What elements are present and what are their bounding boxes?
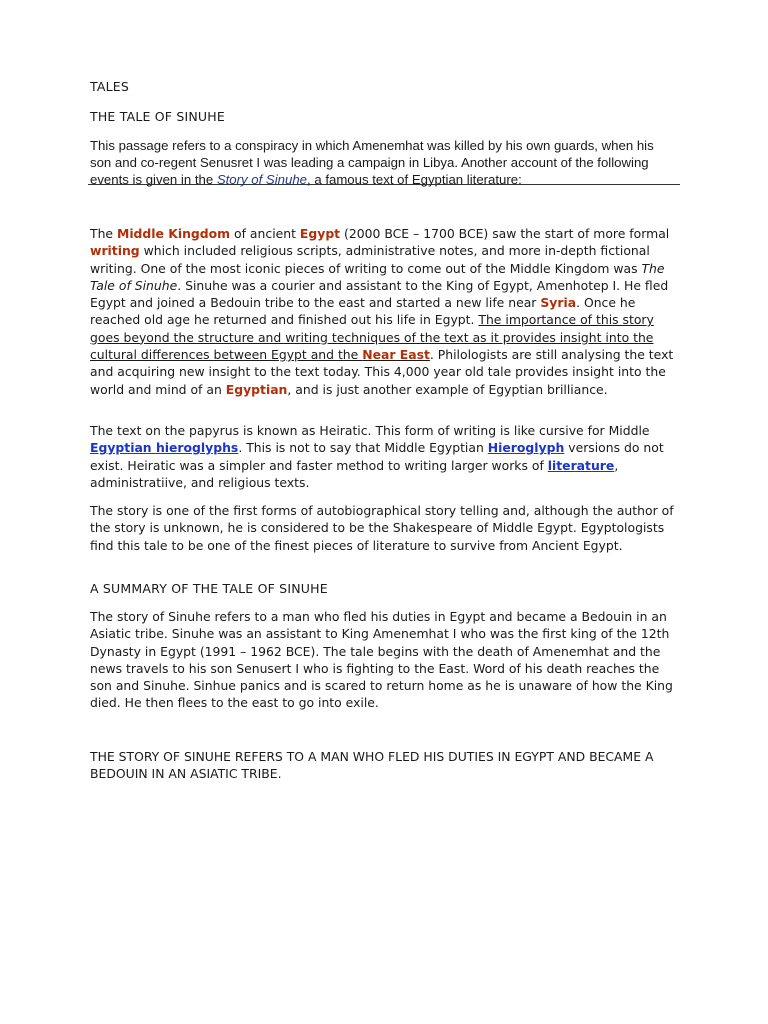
p1-text: . Philologists are still analysing the text and acquiring new insight to the text today. This 4,000 year old tale provides insight into the world and mind of an xyxy=(90,347,674,397)
p1-text: , and is just another example of Egyptian brilliance. xyxy=(287,381,608,397)
p2-text: . This is not to say that Middle Egyptian xyxy=(238,440,488,456)
intro-text-before: This passage refers to a conspiracy in which Amenemhat was killed by his own guards, when his son and co-regent Senusret I was leading a campaign in Libya. Another account of the following events is given in the xyxy=(90,138,654,187)
link-egyptian-hieroglyphs[interactable]: Egyptian hieroglyphs xyxy=(90,440,239,456)
horizontal-rule xyxy=(88,184,680,185)
p1-text: . Sinuhe was a courier and assistant to the King of Egypt, Amenhotep I. He fled Egypt and joined a Bedouin tribe to the east and started a new life near xyxy=(90,277,669,311)
p1-text: . Once he reached old age he returned and finished out his life in Egypt. xyxy=(90,295,636,328)
paragraph-heiratic xyxy=(90,422,680,491)
intro-paragraph xyxy=(90,137,675,188)
paragraph-autobiographical: The story is one of the first forms of autobiographical story telling and, although the author of the story is unknown, he is considered to be the Shakespeare of Middle Egypt. Egyptologists find this tale to be one of the finest pieces of literature to survive from Ancient Egypt. xyxy=(90,503,674,553)
p1-text: The xyxy=(90,226,117,241)
p1-text: (2000 BCE – 1700 BCE) saw the start of more formal xyxy=(340,226,670,241)
p2-text: , administratiive, and religious texts. xyxy=(90,457,619,490)
heading-title: THE TALE OF SINUHE xyxy=(90,109,225,124)
keyword-writing[interactable]: writing xyxy=(90,243,140,259)
link-literature[interactable]: literature xyxy=(547,457,615,473)
paragraph-uppercase-summary: THE STORY OF SINUHE REFERS TO A MAN WHO FLED HIS DUTIES IN EGYPT AND BECAME A BEDOUIN IN AN ASIATIC TRIBE. xyxy=(90,749,654,782)
p2-text: versions do not exist. Heiratic was a simpler and faster method to writing larger works of xyxy=(90,440,664,473)
keyword-middle-kingdom[interactable]: Middle Kingdom xyxy=(116,226,231,241)
link-hieroglyph[interactable]: Hieroglyph xyxy=(487,440,565,456)
heading-tales: TALES xyxy=(90,79,130,94)
paragraph-summary: The story of Sinuhe refers to a man who fled his duties in Egypt and became a Bedouin in an Asiatic tribe. Sinuhe was an assistant to King Amenemhat I who was the first king of the 12th Dynasty in Egypt (1991 – 1962 BCE). The tale begins with the death of Amenemhat and the news travels to his son Senusert I who is fighting to the East. Word of his death reaches the son and Sinuhe. Sinhue panics and is scared to return home as he is unaware of how the King died. He then flees to the east to go into exile. xyxy=(90,609,673,711)
story-of-sinuhe-link[interactable]: Story of Sinuhe xyxy=(216,172,307,187)
intro-text-after: , a famous text of Egyptian literature: xyxy=(307,172,522,187)
keyword-egypt[interactable]: Egypt xyxy=(299,226,341,241)
underlined-text: The importance of this story goes beyond the structure and writing techniques of the text as it provides insight into the cultural differences between Egypt and the xyxy=(90,312,654,363)
keyword-syria[interactable]: Syria xyxy=(540,295,577,311)
keyword-near-east[interactable]: Near East xyxy=(362,347,430,363)
paragraph-middle-kingdom xyxy=(90,225,680,398)
p1-text: of ancient xyxy=(230,226,300,241)
italic-title: The Tale of Sinuhe xyxy=(90,260,665,293)
p1-text: which included religious scripts, administrative notes, and more in-depth fictional writing. One of the most iconic pieces of writing to come out of the Middle Kingdom was xyxy=(90,243,650,276)
keyword-egyptian[interactable]: Egyptian xyxy=(225,381,288,397)
p2-text: The text on the papyrus is known as Heiratic. This form of writing is like cursive for Middle xyxy=(90,423,650,438)
heading-summary: A SUMMARY OF THE TALE OF SINUHE xyxy=(90,581,328,596)
